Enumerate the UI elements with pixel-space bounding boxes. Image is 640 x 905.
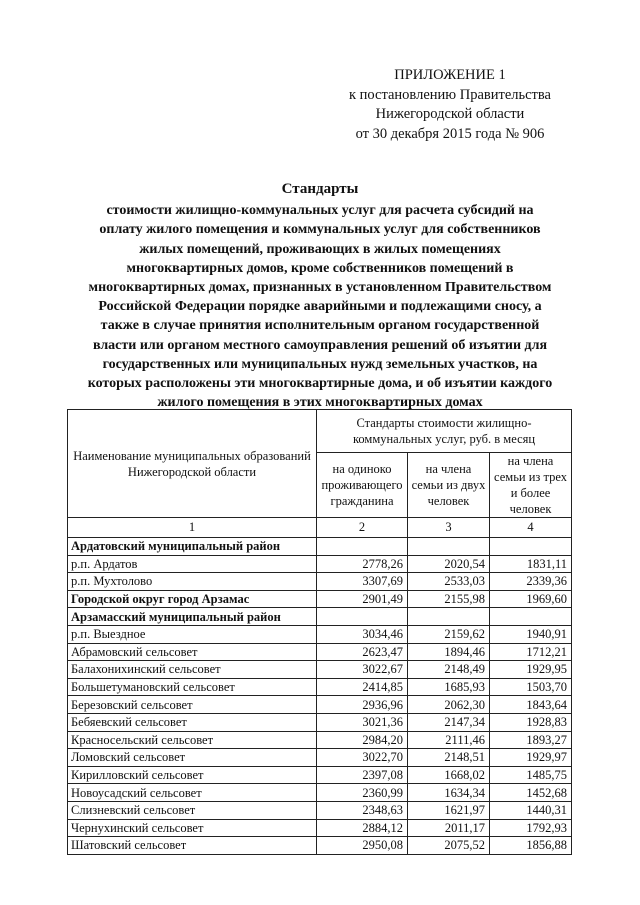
- single-value-cell: 2348,63: [317, 801, 408, 819]
- two-members-value-cell: 2011,17: [408, 819, 490, 837]
- three-members-value-cell: 1792,93: [490, 819, 572, 837]
- two-members-value-cell: 2159,62: [408, 625, 490, 643]
- single-value-cell: 2901,49: [317, 590, 408, 608]
- three-members-value-cell: 1856,88: [490, 837, 572, 855]
- municipality-cell: Слизневский сельсовет: [68, 801, 317, 819]
- two-members-value-cell: 2155,98: [408, 590, 490, 608]
- two-members-value-cell: 2075,52: [408, 837, 490, 855]
- municipality-cell: Бебяевский сельсовет: [68, 713, 317, 731]
- table-row: [68, 731, 572, 749]
- column-number: 2: [317, 518, 408, 538]
- three-members-value-cell: 1485,75: [490, 766, 572, 784]
- table-row: [68, 573, 572, 591]
- column-number: 3: [408, 518, 490, 538]
- municipality-cell: Арзамасский муниципальный район: [68, 608, 317, 626]
- appendix-line-4: от 30 декабря 2015 года № 906: [355, 125, 545, 142]
- header-municipality: Наименование муниципальных образований Нижегородской области: [68, 410, 317, 518]
- table-row: [68, 538, 572, 556]
- three-members-value-cell: 1969,60: [490, 590, 572, 608]
- title-line: государственных или муниципальных нужд земельных участков, на: [102, 356, 538, 372]
- two-members-value-cell: 2062,30: [408, 696, 490, 714]
- single-value-cell: 2884,12: [317, 819, 408, 837]
- municipality-cell: Абрамовский сельсовет: [68, 643, 317, 661]
- single-value-cell: [317, 608, 408, 626]
- appendix-header: [330, 66, 570, 144]
- two-members-value-cell: [408, 608, 490, 626]
- standards-table: [67, 409, 572, 855]
- two-members-value-cell: 1894,46: [408, 643, 490, 661]
- two-members-value-cell: 1621,97: [408, 801, 490, 819]
- title-line: которых расположены эти многоквартирные дома, и об изъятии каждого: [87, 376, 553, 392]
- two-members-value-cell: 1634,34: [408, 784, 490, 802]
- table-row: [68, 555, 572, 573]
- table-row: [68, 784, 572, 802]
- three-members-value-cell: 1712,21: [490, 643, 572, 661]
- title-line: жилого помещения в этих многоквартирных домах: [157, 395, 483, 411]
- two-members-value-cell: 1685,93: [408, 678, 490, 696]
- three-members-value-cell: 1929,97: [490, 749, 572, 767]
- appendix-line-3: Нижегородской области: [375, 106, 525, 122]
- three-members-value-cell: 1893,27: [490, 731, 572, 749]
- two-members-value-cell: 2147,34: [408, 713, 490, 731]
- table-row: [68, 678, 572, 696]
- title-line: многоквартирных домов, кроме собственников помещений в: [126, 260, 514, 276]
- three-members-value-cell: [490, 608, 572, 626]
- table-row: [68, 801, 572, 819]
- header-two-members: на члена семьи из двух человек: [408, 453, 490, 518]
- three-members-value-cell: 1440,31: [490, 801, 572, 819]
- municipality-cell: р.п. Выездное: [68, 625, 317, 643]
- three-members-value-cell: 2339,36: [490, 573, 572, 591]
- municipality-cell: Ломовский сельсовет: [68, 749, 317, 767]
- table-row: [68, 661, 572, 679]
- single-value-cell: 3034,46: [317, 625, 408, 643]
- table-row: [68, 819, 572, 837]
- municipality-cell: Большетумановский сельсовет: [68, 678, 317, 696]
- table-row: [68, 625, 572, 643]
- table-row: [68, 608, 572, 626]
- single-value-cell: 2936,96: [317, 696, 408, 714]
- single-value-cell: [317, 538, 408, 556]
- two-members-value-cell: 2020,54: [408, 555, 490, 573]
- municipality-cell: Городской округ город Арзамас: [68, 590, 317, 608]
- title-line: многоквартирных домах, признанных в установленном Правительством: [88, 280, 552, 296]
- table-row: [68, 590, 572, 608]
- column-number: 1: [68, 518, 317, 538]
- three-members-value-cell: 1928,83: [490, 713, 572, 731]
- header-standards-group: Стандарты стоимости жилищно-коммунальных услуг, руб. в месяц: [317, 410, 572, 453]
- municipality-cell: Чернухинский сельсовет: [68, 819, 317, 837]
- single-value-cell: 2778,26: [317, 555, 408, 573]
- title-head: Стандарты: [281, 181, 359, 197]
- header-single: на одиноко проживающего гражданина: [317, 453, 408, 518]
- title-line: оплату жилого помещения и коммунальных услуг для собственников: [99, 222, 541, 238]
- two-members-value-cell: [408, 538, 490, 556]
- single-value-cell: 2950,08: [317, 837, 408, 855]
- municipality-cell: Ардатовский муниципальный район: [68, 538, 317, 556]
- municipality-cell: Березовский сельсовет: [68, 696, 317, 714]
- title-line: стоимости жилищно-коммунальных услуг для расчета субсидий на: [106, 203, 534, 219]
- title-line: также в случае принятия исполнительным органом государственной: [100, 318, 540, 334]
- table-row: [68, 766, 572, 784]
- three-members-value-cell: 1929,95: [490, 661, 572, 679]
- single-value-cell: 2984,20: [317, 731, 408, 749]
- municipality-cell: Красносельский сельсовет: [68, 731, 317, 749]
- table-row: [68, 696, 572, 714]
- table-row: [68, 643, 572, 661]
- document-title: [70, 180, 570, 412]
- municipality-cell: Кирилловский сельсовет: [68, 766, 317, 784]
- two-members-value-cell: 2533,03: [408, 573, 490, 591]
- municipality-cell: р.п. Ардатов: [68, 555, 317, 573]
- municipality-cell: Балахонихинский сельсовет: [68, 661, 317, 679]
- column-number: 4: [490, 518, 572, 538]
- appendix-label: ПРИЛОЖЕНИЕ 1: [394, 67, 506, 83]
- three-members-value-cell: 1940,91: [490, 625, 572, 643]
- three-members-value-cell: [490, 538, 572, 556]
- table-row: [68, 837, 572, 855]
- two-members-value-cell: 2148,51: [408, 749, 490, 767]
- two-members-value-cell: 1668,02: [408, 766, 490, 784]
- municipality-cell: Шатовский сельсовет: [68, 837, 317, 855]
- three-members-value-cell: 1843,64: [490, 696, 572, 714]
- header-three-members: на члена семьи из трех и более человек: [490, 453, 572, 518]
- three-members-value-cell: 1452,68: [490, 784, 572, 802]
- title-line: власти или органом местного самоуправления решений об изъятии для: [92, 337, 548, 353]
- single-value-cell: 3022,70: [317, 749, 408, 767]
- municipality-cell: Новоусадский сельсовет: [68, 784, 317, 802]
- two-members-value-cell: 2111,46: [408, 731, 490, 749]
- single-value-cell: 3022,67: [317, 661, 408, 679]
- three-members-value-cell: 1503,70: [490, 678, 572, 696]
- single-value-cell: 3021,36: [317, 713, 408, 731]
- table-row: [68, 713, 572, 731]
- single-value-cell: 2623,47: [317, 643, 408, 661]
- appendix-line-2: к постановлению Правительства: [349, 86, 551, 103]
- municipality-cell: р.п. Мухтолово: [68, 573, 317, 591]
- title-line: Российской Федерации порядке аварийными и подлежащими сносу, а: [98, 299, 542, 315]
- table-row: [68, 749, 572, 767]
- three-members-value-cell: 1831,11: [490, 555, 572, 573]
- title-line: жилых помещений, проживающих в жилых помещениях: [139, 241, 501, 257]
- single-value-cell: 2360,99: [317, 784, 408, 802]
- two-members-value-cell: 2148,49: [408, 661, 490, 679]
- single-value-cell: 2414,85: [317, 678, 408, 696]
- single-value-cell: 3307,69: [317, 573, 408, 591]
- single-value-cell: 2397,08: [317, 766, 408, 784]
